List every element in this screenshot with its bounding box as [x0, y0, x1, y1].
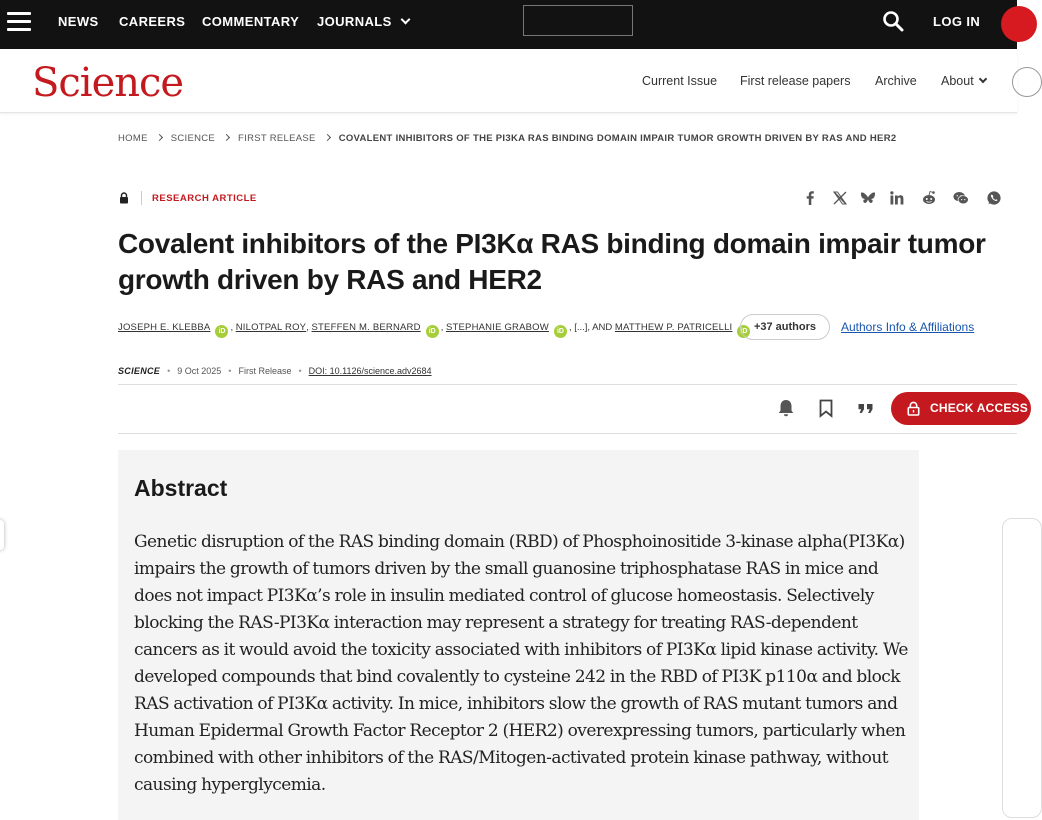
divider [118, 433, 1017, 434]
author-name[interactable]: STEFFEN M. BERNARD [311, 322, 421, 333]
journal-name: SCIENCE [118, 366, 161, 376]
nav-about-label: About [941, 74, 974, 88]
publication-date: 9 Oct 2025 [177, 366, 222, 376]
author-name[interactable]: JOSEPH E. KLEBBA [118, 322, 211, 333]
orcid-icon[interactable]: iD [426, 325, 439, 338]
abstract-section [118, 450, 919, 820]
bookmark-icon[interactable] [816, 398, 836, 418]
chevron-right-icon [223, 134, 230, 141]
author-name[interactable]: NILOTPAL ROY [235, 322, 307, 333]
right-tools-panel[interactable] [1002, 518, 1042, 818]
lock-icon [907, 401, 920, 416]
more-authors-button[interactable]: +37 authors [740, 314, 830, 340]
check-access-label: CHECK ACCESS [930, 401, 1028, 415]
article-title: Covalent inhibitors of the PI3Kα RAS binding domain impair tumor growth driven by RAS and HER2 [118, 228, 986, 295]
author-name[interactable]: STEPHANIE GRABOW [445, 322, 549, 333]
breadcrumb [118, 133, 896, 144]
feedback-tab[interactable] [0, 520, 4, 550]
nav-archive[interactable]: Archive [875, 74, 917, 88]
breadcrumb-current: COVALENT INHIBITORS OF THE PI3KA RAS BINDING DOMAIN IMPAIR TUMOR GROWTH DRIVEN BY RAS AND HER2 [338, 133, 897, 144]
nav-journals[interactable] [317, 14, 409, 29]
bluesky-icon[interactable] [860, 190, 876, 206]
breadcrumb-science[interactable]: SCIENCE [170, 133, 216, 144]
search-icon[interactable] [882, 10, 904, 32]
wechat-icon[interactable] [953, 190, 969, 206]
chevron-down-icon [400, 15, 410, 25]
broken-image-placeholder [523, 5, 633, 36]
linkedin-icon[interactable] [889, 190, 905, 206]
check-access-button[interactable] [891, 392, 1031, 425]
divider [118, 384, 1017, 385]
nav-news[interactable]: NEWS [58, 14, 99, 29]
whatsapp-icon[interactable] [986, 190, 1002, 206]
nav-about[interactable] [941, 74, 986, 88]
nav-journals-label: JOURNALS [317, 14, 392, 29]
account-icon[interactable] [1012, 67, 1042, 97]
article-type-label: RESEARCH ARTICLE [152, 193, 257, 204]
orcid-icon[interactable]: iD [554, 325, 567, 338]
nav-current-issue[interactable]: Current Issue [642, 74, 718, 88]
lock-icon [119, 192, 129, 204]
publication-status: First Release [238, 366, 292, 376]
facebook-icon[interactable] [802, 190, 818, 206]
breadcrumb-home[interactable]: HOME [118, 133, 148, 144]
author-list: JOSEPH E. KLEBBA iD , NILOTPAL ROY, STEFFEN M. BERNARD iD , STEPHANIE GRABOW iD , [...], AND MATTHEW P. PATRICELLI iD [118, 322, 752, 338]
nav-careers[interactable]: CAREERS [119, 14, 186, 29]
abstract-heading: Abstract [134, 475, 228, 501]
article-meta [118, 366, 432, 376]
separator-dot: • [167, 366, 171, 376]
nav-commentary[interactable]: COMMENTARY [202, 14, 300, 29]
doi-link[interactable]: DOI: 10.1126/science.adv2684 [308, 366, 432, 376]
top-bar [0, 0, 1017, 49]
divider [141, 191, 142, 205]
nav-first-release[interactable]: First release papers [740, 74, 851, 88]
chevron-right-icon [156, 134, 163, 141]
site-header [0, 49, 1017, 113]
chevron-right-icon [324, 134, 331, 141]
subscribe-button[interactable] [1001, 6, 1037, 42]
x-icon[interactable] [832, 190, 848, 206]
reddit-icon[interactable] [921, 190, 937, 206]
menu-icon[interactable] [7, 12, 31, 32]
chevron-down-icon [978, 75, 986, 83]
cite-icon[interactable] [856, 398, 876, 418]
science-logo[interactable]: Science [32, 60, 184, 106]
separator-dot: • [228, 366, 232, 376]
separator-dot: • [298, 366, 302, 376]
bell-icon[interactable] [776, 398, 796, 418]
breadcrumb-first-release[interactable]: FIRST RELEASE [238, 133, 316, 144]
orcid-icon[interactable]: iD [737, 325, 750, 338]
authors-ellipsis[interactable]: [...], AND [574, 322, 613, 333]
authors-affiliations-link[interactable]: Authors Info & Affiliations [841, 320, 975, 334]
abstract-text: Genetic disruption of the RAS binding domain (RBD) of Phosphoinositide 3-kinase alpha(PI3Kα) impairs the growth of tumors driven by the small guanosine triphosphatase RAS in mice and does not impact PI3Kα’s role in insulin mediated control of glucose homeostasis. Selectively blocking the RAS-PI3Kα interaction may represent a strategy for treating RAS-dependent cancers as it would avoid the toxicity associated with inhibitors of PI3Kα lipid kinase activity. We developed compounds that bind covalently to cysteine 242 in the RBD of PI3K p110α and block RAS activation of PI3Kα activity. In mice, inhibitors slow the growth of RAS mutant tumors and Human Epidermal Growth Factor Receptor 2 (HER2) overexpressing tumors, particularly when combined with other inhibitors of the RAS/Mitogen-activated protein kinase pathway, without causing hyperglycemia. [134, 532, 908, 795]
orcid-icon[interactable]: iD [215, 325, 228, 338]
login-link[interactable]: LOG IN [933, 14, 981, 29]
author-name[interactable]: MATTHEW P. PATRICELLI [614, 322, 733, 333]
